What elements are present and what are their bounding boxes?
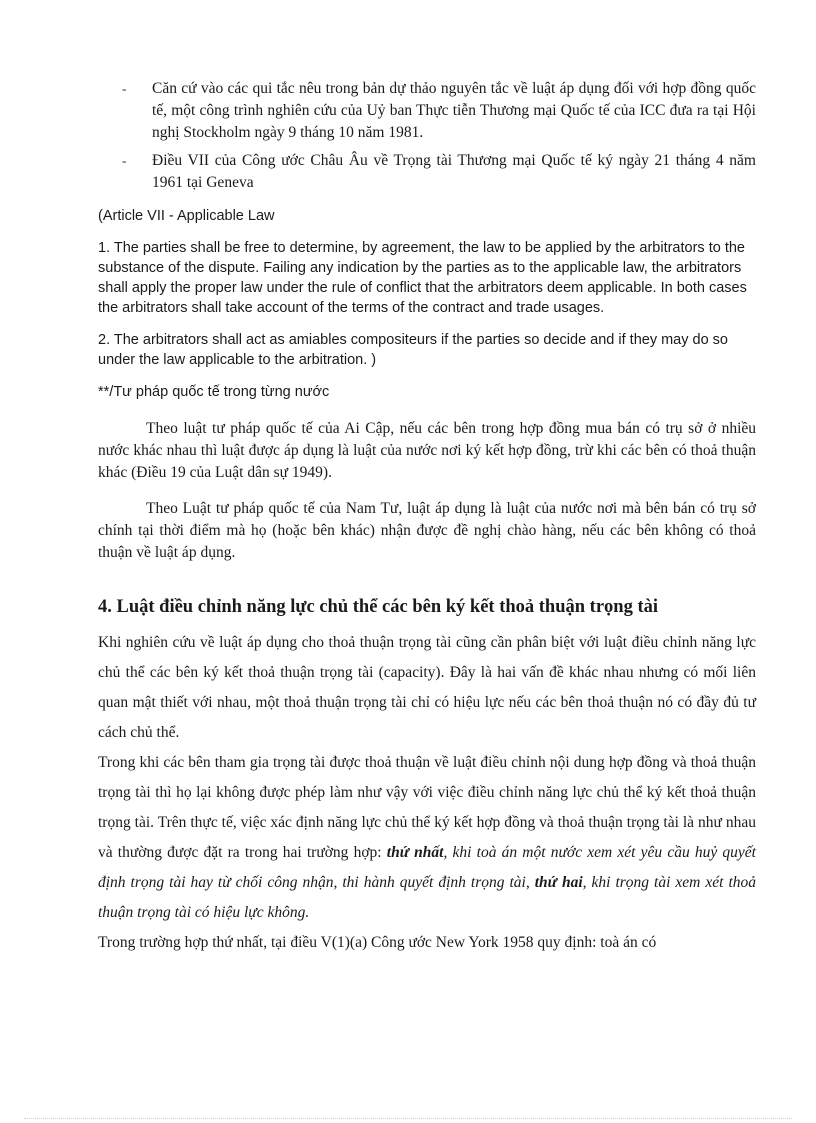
paragraph-egypt: Theo luật tư pháp quốc tế của Ai Cập, nếu các bên trong hợp đồng mua bán có trụ sở ở nhiều nước khác nhau thì luật được áp dụng là luật của nước nơi ký kết hợp đồng, trừ khi các bên có thoả thuận khác (Điều 19 của Luật dân sự 1949). (98, 420, 756, 481)
subheading: **/Tư pháp quốc tế trong từng nước (98, 384, 330, 400)
bullet-text: Căn cứ vào các qui tắc nêu trong bản dự thảo nguyên tắc về luật áp dụng đối với hợp đồng quốc tế, một công trình nghiên cứu của Uỷ ban Thực tiễn Thương mại Quốc tế của ICC đưa ra tại Hội nghị Stockholm ngày 9 tháng 10 năm 1981. (152, 80, 756, 141)
emphasis-second: thứ hai (534, 874, 583, 891)
italic-text: , khi toà án một nước xem xét yêu cầu huỷ quyết định trọng tài hay từ chối công nhận, thi hành quyết định trọng tài, (98, 844, 756, 891)
paragraph-yugoslavia: Theo Luật tư pháp quốc tế của Nam Tư, luật áp dụng là luật của nước nơi mà bên bán có trụ sở chính tại thời điểm mà họ (hoặc bên khác) nhận được đề nghị chào hàng, nếu các bên không có thoả thuận về luật áp dụng. (98, 500, 756, 561)
italic-text: , khi trọng tài xem xét thoả thuận trọng tài có hiệu lực không. (98, 874, 757, 921)
document-page (98, 78, 756, 958)
bullet-text: Điều VII của Công ước Châu Âu về Trọng tài Thương mại Quốc tế ký ngày 21 tháng 4 năm 1961 tại Geneva (152, 152, 756, 191)
body-paragraph-1: Khi nghiên cứu về luật áp dụng cho thoả thuận trọng tài cũng cần phân biệt với luật điều chỉnh năng lực chủ thể các bên ký kết thoả thuận trọng tài (capacity). Đây là hai vấn đề khác nhau nhưng có mối liên quan mật thiết với nhau, một thoả thuận trọng tài chỉ có hiệu lực nếu các bên thoả thuận nó có đầy đủ tư cách chủ thể. (98, 634, 756, 741)
bullet-icc (104, 78, 756, 144)
page-bottom-divider (24, 1118, 792, 1119)
bullet-mark: - (122, 81, 127, 96)
body-paragraph-3: Trong trường hợp thứ nhất, tại điều V(1)(a) Công ước New York 1958 quy định: toà án có (98, 934, 657, 951)
body-text: Trong khi các bên tham gia trọng tài được thoả thuận về luật điều chỉnh nội dung hợp đồng và thoả thuận trọng tài thì họ lại không được phép làm như vậy với việc điều chỉnh năng lực chủ thể ký kết thoả thuận trọng tài. Trên thực tế, việc xác định năng lực chủ thể ký kết hợp đồng và thoả thuận trọng tài là như nhau và thường được đặt ra trong hai trường hợp: (98, 754, 756, 861)
article-paragraph-1: 1. The parties shall be free to determine, by agreement, the law to be applied by the arbitrators to the substance of the dispute. Failing any indication by the parties as to the applicable law, the arbitrators shall apply the proper law under the rule of conflict that the arbitrators deem applicable. In both cases the arbitrators shall take account of the terms of the contract and trade usages. (98, 240, 747, 316)
article-paragraph-2: 2. The arbitrators shall act as amiables compositeurs if the parties so decide and if they may do so under the law applicable to the arbitration. ) (98, 332, 728, 368)
emphasis-first: thứ nhất (386, 844, 444, 861)
section-title: 4. Luật điều chỉnh năng lực chủ thể các bên ký kết thoả thuận trọng tài (98, 597, 659, 617)
article-heading: (Article VII - Applicable Law (98, 208, 275, 224)
bullet-mark: - (122, 153, 127, 168)
body-paragraph-2 (98, 748, 756, 928)
bullet-geneva (104, 150, 756, 194)
